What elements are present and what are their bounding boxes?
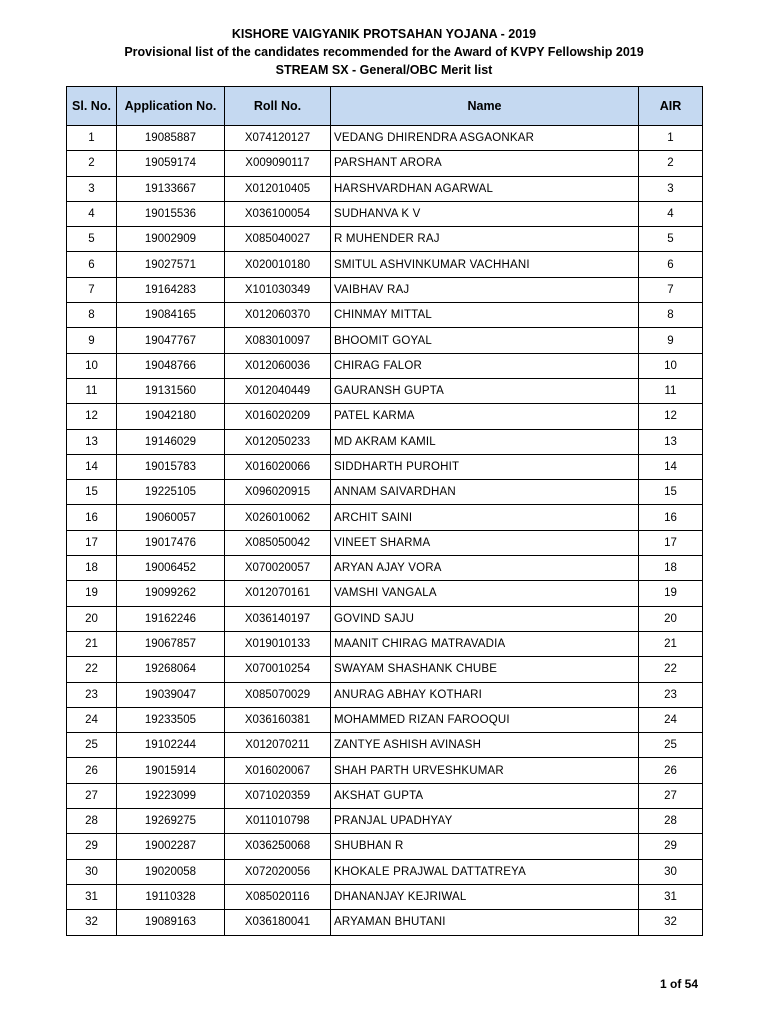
air-cell: 31 — [639, 884, 703, 909]
merit-list-table — [66, 86, 703, 936]
application-no-cell: 19039047 — [117, 682, 225, 707]
application-no-cell: 19067857 — [117, 631, 225, 656]
table-row — [67, 176, 703, 201]
column-header-application-no: Application No. — [117, 87, 225, 126]
name-cell: GOVIND SAJU — [331, 606, 639, 631]
roll-no-cell: X072020056 — [225, 859, 331, 884]
sl-no-cell: 20 — [67, 606, 117, 631]
title-line-1: KISHORE VAIGYANIK PROTSAHAN YOJANA - 2019 — [231, 27, 537, 41]
name-cell: PRANJAL UPADHYAY — [331, 809, 639, 834]
application-no-cell: 19015914 — [117, 758, 225, 783]
sl-no-cell: 11 — [67, 378, 117, 403]
sl-no-cell: 18 — [67, 556, 117, 581]
roll-no-cell: X012060370 — [225, 303, 331, 328]
name-cell: DHANANJAY KEJRIWAL — [331, 884, 639, 909]
name-cell: R MUHENDER RAJ — [331, 227, 639, 252]
roll-no-cell: X083010097 — [225, 328, 331, 353]
table-row — [67, 277, 703, 302]
application-no-cell: 19006452 — [117, 556, 225, 581]
air-cell: 28 — [639, 809, 703, 834]
name-cell: AKSHAT GUPTA — [331, 783, 639, 808]
roll-no-cell: X074120127 — [225, 126, 331, 151]
application-no-cell: 19223099 — [117, 783, 225, 808]
table-row — [67, 429, 703, 454]
air-cell: 18 — [639, 556, 703, 581]
application-no-cell: 19085887 — [117, 126, 225, 151]
sl-no-cell: 28 — [67, 809, 117, 834]
roll-no-cell: X012010405 — [225, 176, 331, 201]
sl-no-cell: 31 — [67, 884, 117, 909]
application-no-cell: 19110328 — [117, 884, 225, 909]
roll-no-cell: X016020066 — [225, 454, 331, 479]
air-cell: 22 — [639, 657, 703, 682]
sl-no-cell: 22 — [67, 657, 117, 682]
application-no-cell: 19027571 — [117, 252, 225, 277]
application-no-cell: 19268064 — [117, 657, 225, 682]
application-no-cell: 19020058 — [117, 859, 225, 884]
table-header-row — [67, 87, 703, 126]
sl-no-cell: 4 — [67, 201, 117, 226]
application-no-cell: 19060057 — [117, 505, 225, 530]
roll-no-cell: X036160381 — [225, 707, 331, 732]
table-row — [67, 303, 703, 328]
application-no-cell: 19017476 — [117, 530, 225, 555]
sl-no-cell: 19 — [67, 581, 117, 606]
roll-no-cell: X016020067 — [225, 758, 331, 783]
name-cell: SHUBHAN R — [331, 834, 639, 859]
air-cell: 17 — [639, 530, 703, 555]
roll-no-cell: X070010254 — [225, 657, 331, 682]
roll-no-cell: X020010180 — [225, 252, 331, 277]
column-header-name: Name — [331, 87, 639, 126]
application-no-cell: 19233505 — [117, 707, 225, 732]
sl-no-cell: 8 — [67, 303, 117, 328]
table-row — [67, 884, 703, 909]
table-row — [67, 328, 703, 353]
name-cell: CHIRAG FALOR — [331, 353, 639, 378]
air-cell: 13 — [639, 429, 703, 454]
table-row — [67, 126, 703, 151]
name-cell: ANNAM SAIVARDHAN — [331, 480, 639, 505]
sl-no-cell: 27 — [67, 783, 117, 808]
sl-no-cell: 7 — [67, 277, 117, 302]
table-row — [67, 151, 703, 176]
sl-no-cell: 9 — [67, 328, 117, 353]
sl-no-cell: 16 — [67, 505, 117, 530]
roll-no-cell: X012070161 — [225, 581, 331, 606]
table-row — [67, 733, 703, 758]
table-row — [67, 505, 703, 530]
application-no-cell: 19089163 — [117, 910, 225, 935]
name-cell: BHOOMIT GOYAL — [331, 328, 639, 353]
air-cell: 5 — [639, 227, 703, 252]
table-row — [67, 353, 703, 378]
table-row — [67, 201, 703, 226]
air-cell: 4 — [639, 201, 703, 226]
table-row — [67, 404, 703, 429]
sl-no-cell: 12 — [67, 404, 117, 429]
application-no-cell: 19133667 — [117, 176, 225, 201]
column-header-sl-no: Sl. No. — [67, 87, 117, 126]
table-row — [67, 910, 703, 935]
application-no-cell: 19269275 — [117, 809, 225, 834]
table-row — [67, 606, 703, 631]
application-no-cell: 19059174 — [117, 151, 225, 176]
name-cell: ZANTYE ASHISH AVINASH — [331, 733, 639, 758]
air-cell: 26 — [639, 758, 703, 783]
name-cell: SMITUL ASHVINKUMAR VACHHANI — [331, 252, 639, 277]
table-row — [67, 227, 703, 252]
application-no-cell: 19084165 — [117, 303, 225, 328]
table-row — [67, 682, 703, 707]
sl-no-cell: 3 — [67, 176, 117, 201]
sl-no-cell: 1 — [67, 126, 117, 151]
name-cell: VAIBHAV RAJ — [331, 277, 639, 302]
name-cell: PATEL KARMA — [331, 404, 639, 429]
table-row — [67, 834, 703, 859]
roll-no-cell: X012070211 — [225, 733, 331, 758]
sl-no-cell: 6 — [67, 252, 117, 277]
air-cell: 32 — [639, 910, 703, 935]
air-cell: 23 — [639, 682, 703, 707]
application-no-cell: 19002287 — [117, 834, 225, 859]
air-cell: 27 — [639, 783, 703, 808]
air-cell: 19 — [639, 581, 703, 606]
table-row — [67, 480, 703, 505]
air-cell: 6 — [639, 252, 703, 277]
application-no-cell: 19131560 — [117, 378, 225, 403]
roll-no-cell: X016020209 — [225, 404, 331, 429]
roll-no-cell: X085040027 — [225, 227, 331, 252]
air-cell: 12 — [639, 404, 703, 429]
roll-no-cell: X036180041 — [225, 910, 331, 935]
table-row — [67, 657, 703, 682]
document-header — [0, 25, 768, 79]
table-row — [67, 859, 703, 884]
name-cell: VINEET SHARMA — [331, 530, 639, 555]
table-row — [67, 707, 703, 732]
application-no-cell: 19047767 — [117, 328, 225, 353]
name-cell: SWAYAM SHASHANK CHUBE — [331, 657, 639, 682]
air-cell: 10 — [639, 353, 703, 378]
air-cell: 7 — [639, 277, 703, 302]
air-cell: 3 — [639, 176, 703, 201]
name-cell: VAMSHI VANGALA — [331, 581, 639, 606]
sl-no-cell: 14 — [67, 454, 117, 479]
roll-no-cell: X009090117 — [225, 151, 331, 176]
application-no-cell: 19015536 — [117, 201, 225, 226]
air-cell: 24 — [639, 707, 703, 732]
application-no-cell: 19042180 — [117, 404, 225, 429]
sl-no-cell: 17 — [67, 530, 117, 555]
air-cell: 11 — [639, 378, 703, 403]
roll-no-cell: X085050042 — [225, 530, 331, 555]
roll-no-cell: X036140197 — [225, 606, 331, 631]
table-row — [67, 252, 703, 277]
name-cell: PARSHANT ARORA — [331, 151, 639, 176]
sl-no-cell: 24 — [67, 707, 117, 732]
table-body — [67, 126, 703, 936]
name-cell: ARCHIT SAINI — [331, 505, 639, 530]
application-no-cell: 19099262 — [117, 581, 225, 606]
name-cell: MAANIT CHIRAG MATRAVADIA — [331, 631, 639, 656]
roll-no-cell: X070020057 — [225, 556, 331, 581]
name-cell: MOHAMMED RIZAN FAROOQUI — [331, 707, 639, 732]
air-cell: 16 — [639, 505, 703, 530]
application-no-cell: 19015783 — [117, 454, 225, 479]
name-cell: MD AKRAM KAMIL — [331, 429, 639, 454]
air-cell: 25 — [639, 733, 703, 758]
name-cell: SHAH PARTH URVESHKUMAR — [331, 758, 639, 783]
table-row — [67, 530, 703, 555]
table-row — [67, 758, 703, 783]
roll-no-cell: X011010798 — [225, 809, 331, 834]
name-cell: VEDANG DHIRENDRA ASGAONKAR — [331, 126, 639, 151]
title-line-3: STREAM SX - General/OBC Merit list — [275, 63, 493, 77]
table-row — [67, 783, 703, 808]
title-line-2: Provisional list of the candidates recommended for the Award of KVPY Fellowship 2019 — [124, 45, 644, 59]
air-cell: 30 — [639, 859, 703, 884]
air-cell: 9 — [639, 328, 703, 353]
application-no-cell: 19146029 — [117, 429, 225, 454]
air-cell: 15 — [639, 480, 703, 505]
table-row — [67, 556, 703, 581]
name-cell: KHOKALE PRAJWAL DATTATREYA — [331, 859, 639, 884]
roll-no-cell: X085070029 — [225, 682, 331, 707]
name-cell: ANURAG ABHAY KOTHARI — [331, 682, 639, 707]
sl-no-cell: 5 — [67, 227, 117, 252]
page-number: 1 of 54 — [660, 977, 699, 991]
name-cell: HARSHVARDHAN AGARWAL — [331, 176, 639, 201]
air-cell: 2 — [639, 151, 703, 176]
air-cell: 20 — [639, 606, 703, 631]
application-no-cell: 19225105 — [117, 480, 225, 505]
table-row — [67, 378, 703, 403]
table-row — [67, 454, 703, 479]
column-header-air: AIR — [639, 87, 703, 126]
name-cell: SUDHANVA K V — [331, 201, 639, 226]
roll-no-cell: X012040449 — [225, 378, 331, 403]
table-row — [67, 631, 703, 656]
roll-no-cell: X101030349 — [225, 277, 331, 302]
sl-no-cell: 2 — [67, 151, 117, 176]
sl-no-cell: 26 — [67, 758, 117, 783]
table-row — [67, 581, 703, 606]
roll-no-cell: X085020116 — [225, 884, 331, 909]
roll-no-cell: X071020359 — [225, 783, 331, 808]
roll-no-cell: X012060036 — [225, 353, 331, 378]
sl-no-cell: 32 — [67, 910, 117, 935]
column-header-roll-no: Roll No. — [225, 87, 331, 126]
roll-no-cell: X036100054 — [225, 201, 331, 226]
roll-no-cell: X012050233 — [225, 429, 331, 454]
application-no-cell: 19162246 — [117, 606, 225, 631]
sl-no-cell: 23 — [67, 682, 117, 707]
application-no-cell: 19102244 — [117, 733, 225, 758]
air-cell: 21 — [639, 631, 703, 656]
air-cell: 14 — [639, 454, 703, 479]
roll-no-cell: X019010133 — [225, 631, 331, 656]
sl-no-cell: 30 — [67, 859, 117, 884]
name-cell: SIDDHARTH PUROHIT — [331, 454, 639, 479]
sl-no-cell: 15 — [67, 480, 117, 505]
roll-no-cell: X096020915 — [225, 480, 331, 505]
sl-no-cell: 29 — [67, 834, 117, 859]
name-cell: ARYAMAN BHUTANI — [331, 910, 639, 935]
sl-no-cell: 25 — [67, 733, 117, 758]
sl-no-cell: 10 — [67, 353, 117, 378]
air-cell: 29 — [639, 834, 703, 859]
name-cell: ARYAN AJAY VORA — [331, 556, 639, 581]
air-cell: 1 — [639, 126, 703, 151]
application-no-cell: 19164283 — [117, 277, 225, 302]
name-cell: GAURANSH GUPTA — [331, 378, 639, 403]
roll-no-cell: X026010062 — [225, 505, 331, 530]
table-row — [67, 809, 703, 834]
sl-no-cell: 13 — [67, 429, 117, 454]
sl-no-cell: 21 — [67, 631, 117, 656]
air-cell: 8 — [639, 303, 703, 328]
roll-no-cell: X036250068 — [225, 834, 331, 859]
application-no-cell: 19002909 — [117, 227, 225, 252]
application-no-cell: 19048766 — [117, 353, 225, 378]
name-cell: CHINMAY MITTAL — [331, 303, 639, 328]
